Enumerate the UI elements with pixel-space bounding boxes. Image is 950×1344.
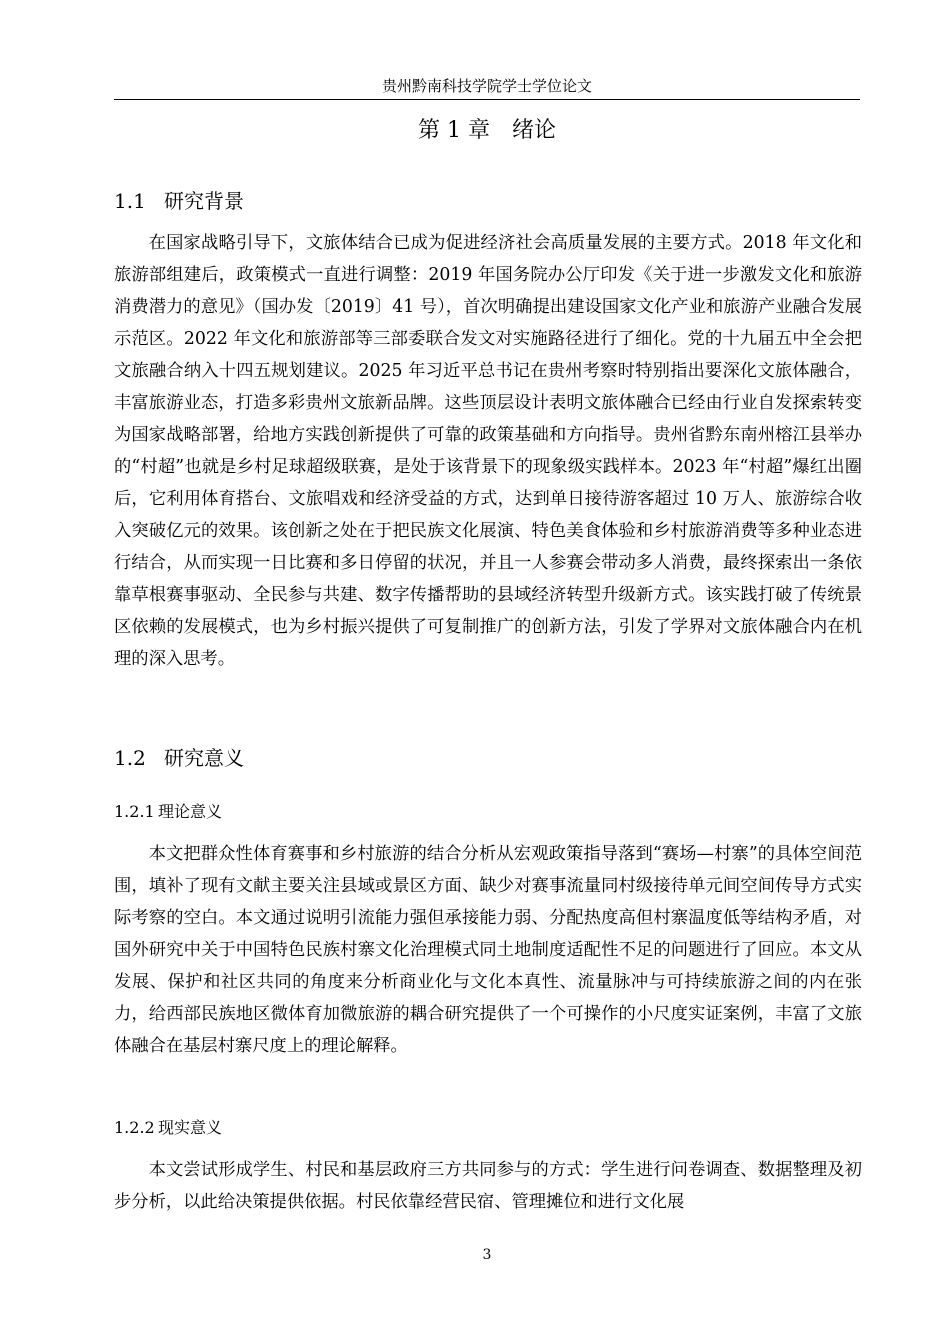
section-title: 研究背景 [164, 189, 244, 213]
section-heading-1-2 [114, 743, 244, 773]
page-number: 3 [482, 1247, 492, 1263]
subsection-number: 1.2.1 [114, 802, 155, 821]
section-number: 1.1 [114, 189, 146, 213]
subsection-number: 1.2.2 [114, 1118, 155, 1137]
paragraph-theoretical-significance: 本文把群众性体育赛事和乡村旅游的结合分析从宏观政策指导落到“赛场—村寨”的具体空间范围，填补了现有文献主要关注县域或景区方面、缺少对赛事流量同村级接待单元间空间传导方式实际考察的空白。本文通过说明引流能力强但承接能力弱、分配热度高但村寨温度低等结构矛盾，对国外研究中关于中国特色民族村寨文化治理模式同土地制度适配性不足的问题进行了回应。本文从发展、保护和社区共同的角度来分析商业化与文化本真性、流量脉冲与可持续旅游之间的内在张力，给西部民族地区微体育加微旅游的耦合研究提供了一个可操作的小尺度实证案例，丰富了文旅体融合在基层村寨尺度上的理论解释。 [114, 844, 862, 1056]
subsection-heading-1-2-1 [114, 800, 222, 824]
subsection-heading-1-2-2 [114, 1116, 222, 1140]
header-rule [114, 99, 860, 100]
section-heading-1-1 [114, 186, 244, 216]
section-number: 1.2 [114, 746, 146, 770]
subsection-title: 现实意义 [158, 1118, 223, 1137]
paragraph-practical-significance: 本文尝试形成学生、村民和基层政府三方共同参与的方式：学生进行问卷调查、数据整理及初步分析，以此给决策提供依据。村民依靠经营民宿、管理摊位和进行文化展 [114, 1160, 862, 1212]
chapter-title: 第 1 章 绪论 [418, 118, 556, 143]
paragraph-research-background: 在国家战略引导下，文旅体结合已成为促进经济社会高质量发展的主要方式。2018 年文化和旅游部组建后，政策模式一直进行调整：2019 年国务院办公厅印发《关于进一步激发文化和旅游消费潜力的意见》（国办发〔2019〕41 号），首次明确提出建设国家文化产业和旅游产业融合发展示范区。2022 年文化和旅游部等三部委联合发文对实施路径进行了细化。党的十九届五中全会把文旅融合纳入十四五规划建议。2025 年习近平总书记在贵州考察时特别指出要深化文旅体融合，丰富旅游业态，打造多彩贵州文旅新品牌。这些顶层设计表明文旅体融合已经由行业自发探索转变为国家战略部署，给地方实践创新提供了可靠的政策基础和方向指导。贵州省黔东南州榕江县举办的“村超”也就是乡村足球超级联赛，是处于该背景下的现象级实践样本。2023 年“村超”爆红出圈后，它利用体育搭台、文旅唱戏和经济受益的方式，达到单日接待游客超过 10 万人、旅游综合收入突破亿元的效果。该创新之处在于把民族文化展演、特色美食体验和乡村旅游消费等多种业态进行结合，从而实现一日比赛和多日停留的状况，并且一人参赛会带动多人消费，最终探索出一条依靠草根赛事驱动、全民参与共建、数字传播帮助的县域经济转型升级新方式。该实践打破了传统景区依赖的发展模式，也为乡村振兴提供了可复制推广的创新方法，引发了学界对文旅体融合内在机理的深入思考。 [114, 233, 862, 669]
subsection-title: 理论意义 [158, 802, 223, 821]
running-header: 贵州黔南科技学院学士学位论文 [381, 77, 592, 95]
section-title: 研究意义 [164, 746, 244, 770]
